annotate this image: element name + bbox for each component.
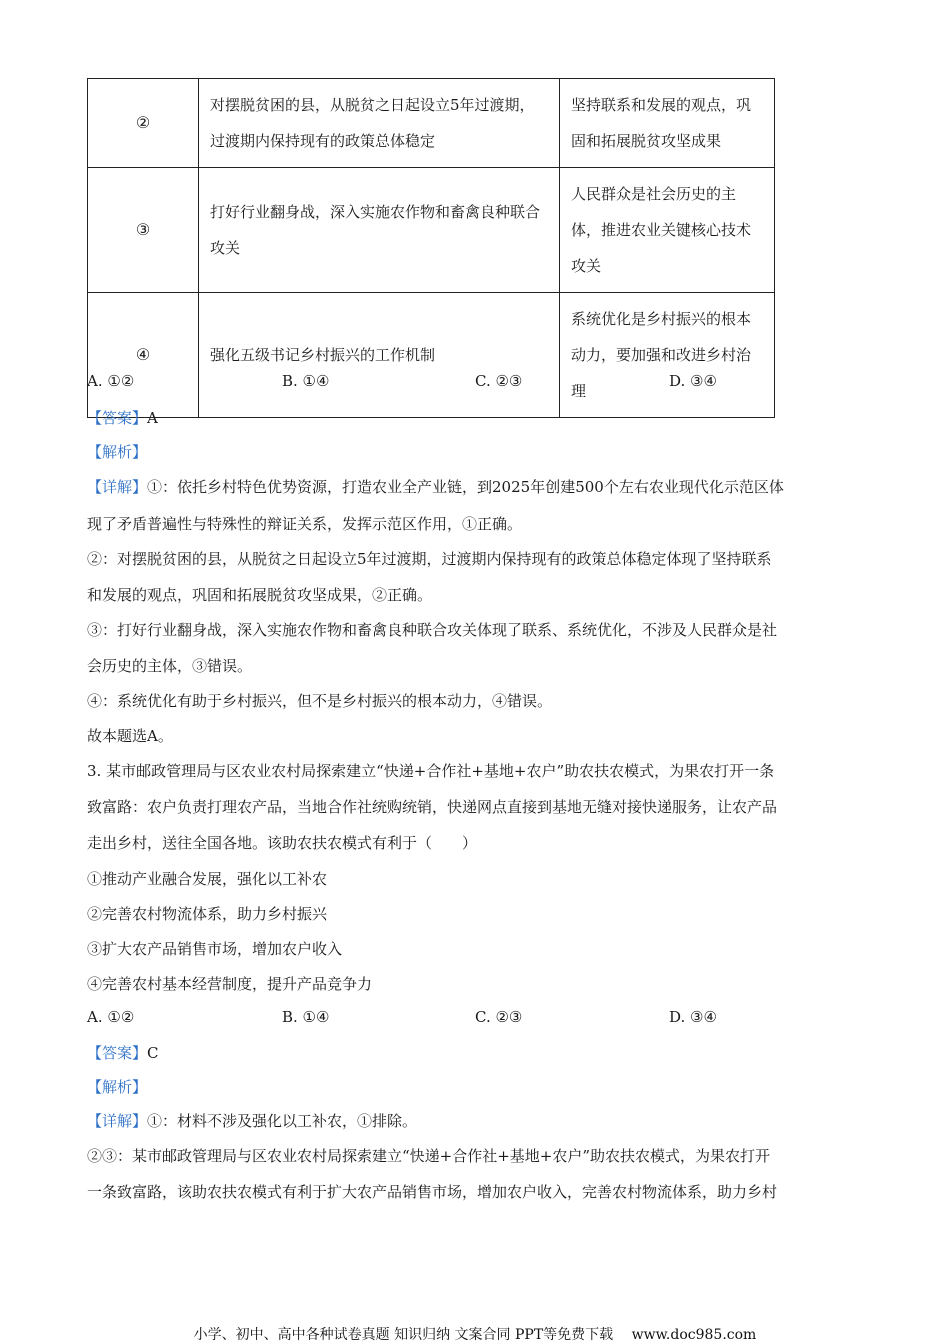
detail-text: ①：依托乡村特色优势资源，打造农业全产业链，到2025年创建500个左右农业现代化示范区体 xyxy=(147,478,784,496)
q3-choice: ①推动产业融合发展，强化以工补农 xyxy=(87,870,328,888)
page-footer: 小学、初中、高中各种试卷真题 知识归纳 文案合同 PPT等免费下载 www.doc985.com xyxy=(193,1327,757,1343)
question-table xyxy=(87,78,775,418)
detail-text: ①：材料不涉及强化以工补农，①排除。 xyxy=(147,1112,418,1130)
table-row xyxy=(88,168,775,293)
reason-cell: 人民群众是社会历史的主体，推进农业关键核心技术攻关 xyxy=(560,168,775,293)
q3-analysis-tag: 【解析】 xyxy=(87,1078,148,1096)
q3-choice: ④完善农村基本经营制度，提升产品竞争力 xyxy=(87,975,373,993)
q2-analysis-tag: 【解析】 xyxy=(87,443,148,461)
q3-choice: ②完善农村物流体系，助力乡村振兴 xyxy=(87,905,328,923)
option-a: A. ①② xyxy=(87,1008,135,1026)
option-a: A. ①② xyxy=(87,372,135,390)
reason-cell: 系统优化是乡村振兴的根本动力，要加强和改进乡村治理 xyxy=(560,293,775,418)
q2-detail-line: ③：打好行业翻身战，深入实施农作物和畜禽良种联合攻关体现了联系、系统优化，不涉及人民群众是社 xyxy=(87,621,778,639)
detail-tag: 【详解】 xyxy=(87,1112,148,1130)
option-c: C. ②③ xyxy=(475,1008,523,1026)
answer-tag: 【答案】 xyxy=(87,1044,148,1062)
row-number: ② xyxy=(88,79,199,168)
q3-detail-line xyxy=(87,1111,417,1131)
q3-stem-line: 致富路：农户负责打理农产品，当地合作社统购统销，快递网点直接到基地无缝对接快递服务，让农产品 xyxy=(87,798,778,816)
option-d: D. ③④ xyxy=(669,372,717,390)
q3-stem-line: 走出乡村，送往全国各地。该助农扶农模式有利于（ ） xyxy=(87,834,478,852)
measure-cell: 对摆脱贫困的县，从脱贫之日起设立5年过渡期，过渡期内保持现有的政策总体稳定 xyxy=(199,79,560,168)
q3-options xyxy=(87,1008,887,1028)
row-number: ③ xyxy=(88,168,199,293)
q2-detail-line: ②：对摆脱贫困的县，从脱贫之日起设立5年过渡期，过渡期内保持现有的政策总体稳定体现了坚持联系 xyxy=(87,550,772,568)
option-d: D. ③④ xyxy=(669,1008,717,1026)
option-c: C. ②③ xyxy=(475,372,523,390)
q2-detail-line: 和发展的观点，巩固和拓展脱贫攻坚成果，②正确。 xyxy=(87,586,433,604)
q3-detail-line: ②③：某市邮政管理局与区农业农村局探索建立“快递+合作社+基地+农户”助农扶农模式，为果农打开 xyxy=(87,1147,771,1165)
q3-choice: ③扩大农产品销售市场，增加农户收入 xyxy=(87,940,343,958)
answer-value: C xyxy=(147,1044,159,1062)
q3-answer xyxy=(87,1043,159,1063)
q2-detail-line xyxy=(87,477,784,497)
reason-cell: 坚持联系和发展的观点，巩固和拓展脱贫攻坚成果 xyxy=(560,79,775,168)
q2-answer xyxy=(87,408,158,428)
option-b: B. ①④ xyxy=(282,372,330,390)
measure-cell: 强化五级书记乡村振兴的工作机制 xyxy=(199,293,560,418)
q3-stem-line: 3. 某市邮政管理局与区农业农村局探索建立“快递+合作社+基地+农户”助农扶农模式，为果农打开一条 xyxy=(87,762,775,780)
q3-detail-line: 一条致富路，该助农扶农模式有利于扩大农产品销售市场，增加农户收入，完善农村物流体系，助力乡村 xyxy=(87,1183,778,1201)
q2-options xyxy=(87,372,887,392)
answer-tag: 【答案】 xyxy=(87,409,148,427)
q2-detail-line: ④：系统优化有助于乡村振兴，但不是乡村振兴的根本动力，④错误。 xyxy=(87,692,553,710)
table-row xyxy=(88,293,775,418)
q2-conclusion: 故本题选A。 xyxy=(87,727,173,745)
option-b: B. ①④ xyxy=(282,1008,330,1026)
answer-value: A xyxy=(147,409,158,427)
q2-detail-line: 现了矛盾普遍性与特殊性的辩证关系，发挥示范区作用，①正确。 xyxy=(87,515,523,533)
q2-detail-line: 会历史的主体，③错误。 xyxy=(87,657,253,675)
detail-tag: 【详解】 xyxy=(87,478,148,496)
measure-cell: 打好行业翻身战，深入实施农作物和畜禽良种联合攻关 xyxy=(199,168,560,293)
table-row xyxy=(88,79,775,168)
row-number: ④ xyxy=(88,293,199,418)
